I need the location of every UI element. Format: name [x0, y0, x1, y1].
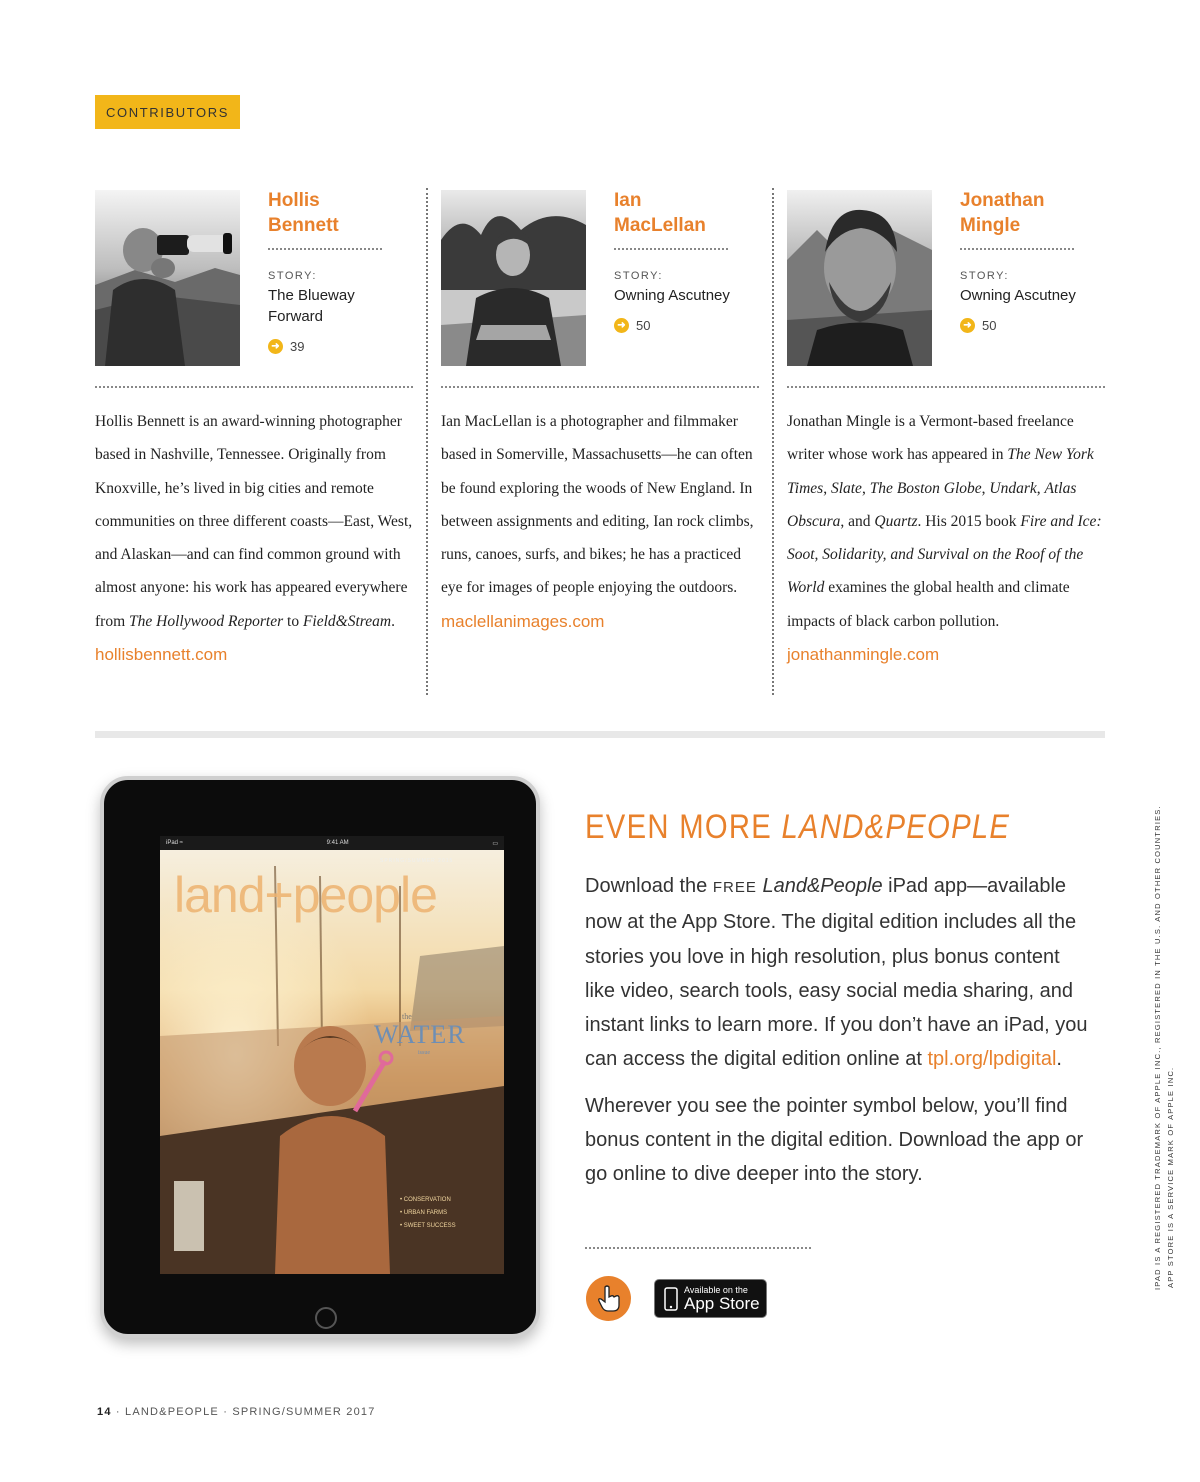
- arrow-right-icon: ➜: [614, 318, 629, 333]
- promo-paragraph-2: Wherever you see the pointer symbol below, you’ll find bonus content in the digital edition. Download the app or go online to dive deeper into the story.: [585, 1094, 1084, 1186]
- svg-text:• URBAN FARMS: • URBAN FARMS: [400, 1210, 448, 1216]
- website-link[interactable]: hollisbennett.com: [95, 645, 228, 665]
- website-link[interactable]: jonathanmingle.com: [787, 645, 940, 665]
- section-tag: CONTRIBUTORS: [95, 95, 240, 129]
- contributor-photo: [95, 190, 240, 366]
- story-label: STORY:: [614, 270, 663, 282]
- page-reference[interactable]: [614, 318, 754, 333]
- cover-issue-word: issue: [418, 1050, 430, 1056]
- cover-masthead: land+people: [174, 867, 437, 923]
- pointer-symbol: [586, 1276, 631, 1321]
- page-reference[interactable]: [960, 318, 1100, 333]
- contributor-name: Hollis Bennett: [268, 188, 382, 250]
- contributor-photo: [441, 190, 586, 366]
- pointer-hand-icon: [596, 1285, 622, 1313]
- story-title: Owning Ascutney: [960, 287, 1076, 304]
- contributor-name: Ian MacLellan: [614, 188, 728, 250]
- column-divider: [772, 188, 774, 695]
- footer-issue: SPRING/SUMMER 2017: [232, 1406, 376, 1418]
- svg-text:• CONSERVATION: • CONSERVATION: [400, 1197, 451, 1203]
- app-store-small-label: Available on the: [684, 1284, 748, 1295]
- app-store-badge[interactable]: [654, 1279, 767, 1318]
- story-title: Owning Ascutney: [614, 287, 730, 304]
- arrow-right-icon: ➜: [268, 339, 283, 354]
- trademark-note: IPAD IS A REGISTERED TRADEMARK OF APPLE INC., REGISTERED IN THE U.S. AND OTHER COUNTRIES. APP STORE IS A SERVICE MARK OF APPLE INC.: [1153, 805, 1175, 1290]
- story-label: STORY:: [960, 270, 1009, 282]
- apple-phone-icon: [664, 1287, 678, 1311]
- contributor-photo: [787, 190, 932, 366]
- divider: [441, 386, 759, 388]
- page-reference[interactable]: [268, 339, 408, 354]
- divider: [585, 1247, 811, 1249]
- cover-title: WATER: [374, 1020, 466, 1049]
- promo-section: [585, 808, 1095, 1192]
- column-divider: [426, 188, 428, 695]
- cover-issue-date: SPRING/SUMMER 2015: [380, 858, 454, 864]
- promo-title: EVEN MORE LAND&PEOPLE: [585, 808, 1011, 846]
- ipad-home-button: [315, 1307, 337, 1329]
- website-link[interactable]: maclellanimages.com: [441, 611, 605, 631]
- divider: [787, 386, 1105, 388]
- contributor-bio: Ian MacLellan is a photographer and filmmaker based in Somerville, Massachusetts—he can often be found exploring the woods of New England. In between assignments and editing, Ian rock climbs, runs, canoes, surfs, and bikes; he has a practiced eye for images of people enjoying the outdoors. maclellanimages.com: [441, 405, 761, 638]
- story-label: STORY:: [268, 270, 317, 282]
- contributor-bio: Jonathan Mingle is a Vermont-based freelance writer whose work has appeared in The New York Times, Slate, The Boston Globe, Undark, Atlas Obscura, and Quartz. His 2015 book Fire and Ice: Soot, Solidarity, and Survival on the Roof of the World examines the global health and climate impacts of black carbon pollution. jonathanmingle.com: [787, 405, 1107, 671]
- story-title: The Blueway Forward: [268, 287, 355, 325]
- footer-page-number: 14: [97, 1406, 112, 1418]
- arrow-right-icon: ➜: [960, 318, 975, 333]
- promo-paragraph: Download the FREE Land&People iPad app—available now at the App Store. The digital edition includes all the stories you love in high resolution, plus bonus content like video, search tools, easy social media sharing, and instant links to learn more. If you don’t have an iPad, you can access the digital edition online at tpl.org/lpdigital.: [585, 875, 1088, 1071]
- contributor-name: Jonathan Mingle: [960, 188, 1074, 250]
- ipad-screen: [160, 836, 504, 1274]
- contributor-bio: Hollis Bennett is an award-winning photographer based in Nashville, Tennessee. Originally from Knoxville, he’s lived in big cities and remote communities on three different coasts—East, West, and Alaskan—and can find common ground with almost anyone: his work has appeared everywhere from The Hollywood Reporter to Field&Stream. hollisbennett.com: [95, 405, 415, 671]
- ipad-status-bar: iPad ≈ 9:41 AM ▭: [160, 836, 504, 850]
- digital-edition-link[interactable]: tpl.org/lpdigital: [927, 1048, 1057, 1071]
- footer-magazine: LAND&PEOPLE: [125, 1406, 219, 1418]
- page-number: 50: [982, 318, 997, 333]
- svg-text:• SWEET SUCCESS: • SWEET SUCCESS: [400, 1223, 456, 1229]
- page-number: 50: [636, 318, 651, 333]
- cover-the: the: [402, 1012, 412, 1021]
- page-footer: 14 · LAND&PEOPLE · SPRING/SUMMER 2017: [97, 1406, 376, 1418]
- section-divider-band: [95, 731, 1105, 738]
- page-number: 39: [290, 339, 305, 354]
- ipad-frame: [100, 776, 540, 1338]
- app-store-big-label: App Store: [684, 1293, 760, 1313]
- divider: [95, 386, 413, 388]
- ipad-illustration: [95, 772, 545, 1344]
